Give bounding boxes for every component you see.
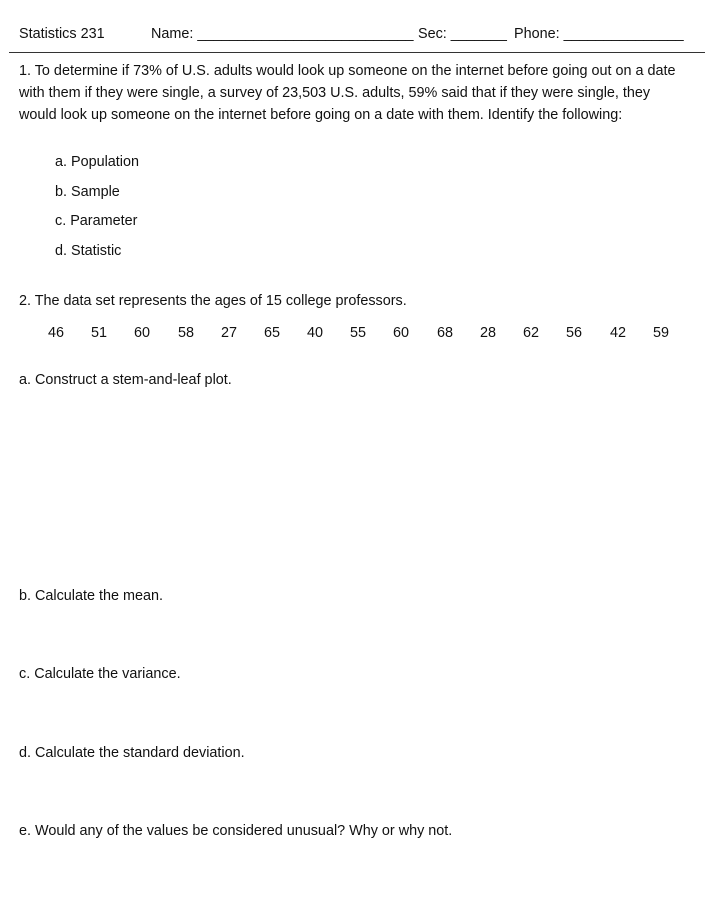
question-2-text: 2. The data set represents the ages of 15 college professors.	[19, 293, 407, 309]
question-2-part-a: a. Construct a stem-and-leaf plot.	[19, 372, 232, 388]
question-1-part-b: b. Sample	[55, 184, 120, 200]
question-2-part-c: c. Calculate the variance.	[19, 666, 181, 682]
data-value: 42	[609, 325, 627, 341]
data-value: 56	[565, 325, 583, 341]
question-1-text: 1. To determine if 73% of U.S. adults would look up someone on the internet before going out on a date with them if they were single, a survey of 23,503 U.S. adults, 59% said that if they were single, they would look up someone on the internet before going on a date with them. Identify the following:	[19, 63, 676, 123]
data-value: 60	[392, 325, 410, 341]
question-2-part-d: d. Calculate the standard deviation.	[19, 745, 245, 761]
data-value: 40	[306, 325, 324, 341]
data-value: 27	[220, 325, 238, 341]
question-1-part-c: c. Parameter	[55, 213, 138, 229]
name-field-label: Name: ___________________________	[151, 26, 414, 42]
data-value: 46	[47, 325, 65, 341]
data-value: 65	[263, 325, 281, 341]
data-value: 68	[436, 325, 454, 341]
question-2-part-e: e. Would any of the values be considered unusual? Why or why not.	[19, 823, 453, 839]
data-set-row	[0, 325, 714, 345]
data-value: 60	[133, 325, 151, 341]
data-value: 28	[479, 325, 497, 341]
data-value: 58	[177, 325, 195, 341]
data-value: 55	[349, 325, 367, 341]
course-title: Statistics 231	[19, 26, 105, 42]
header-divider	[9, 52, 705, 53]
question-2-part-b: b. Calculate the mean.	[19, 588, 163, 604]
question-1-part-d: d. Statistic	[55, 243, 122, 259]
data-value: 59	[652, 325, 670, 341]
phone-field-label: Phone: _______________	[514, 26, 684, 42]
section-field-label: Sec: _______	[418, 26, 507, 42]
question-1-part-a: a. Population	[55, 154, 140, 170]
data-value: 62	[522, 325, 540, 341]
data-value: 51	[90, 325, 108, 341]
